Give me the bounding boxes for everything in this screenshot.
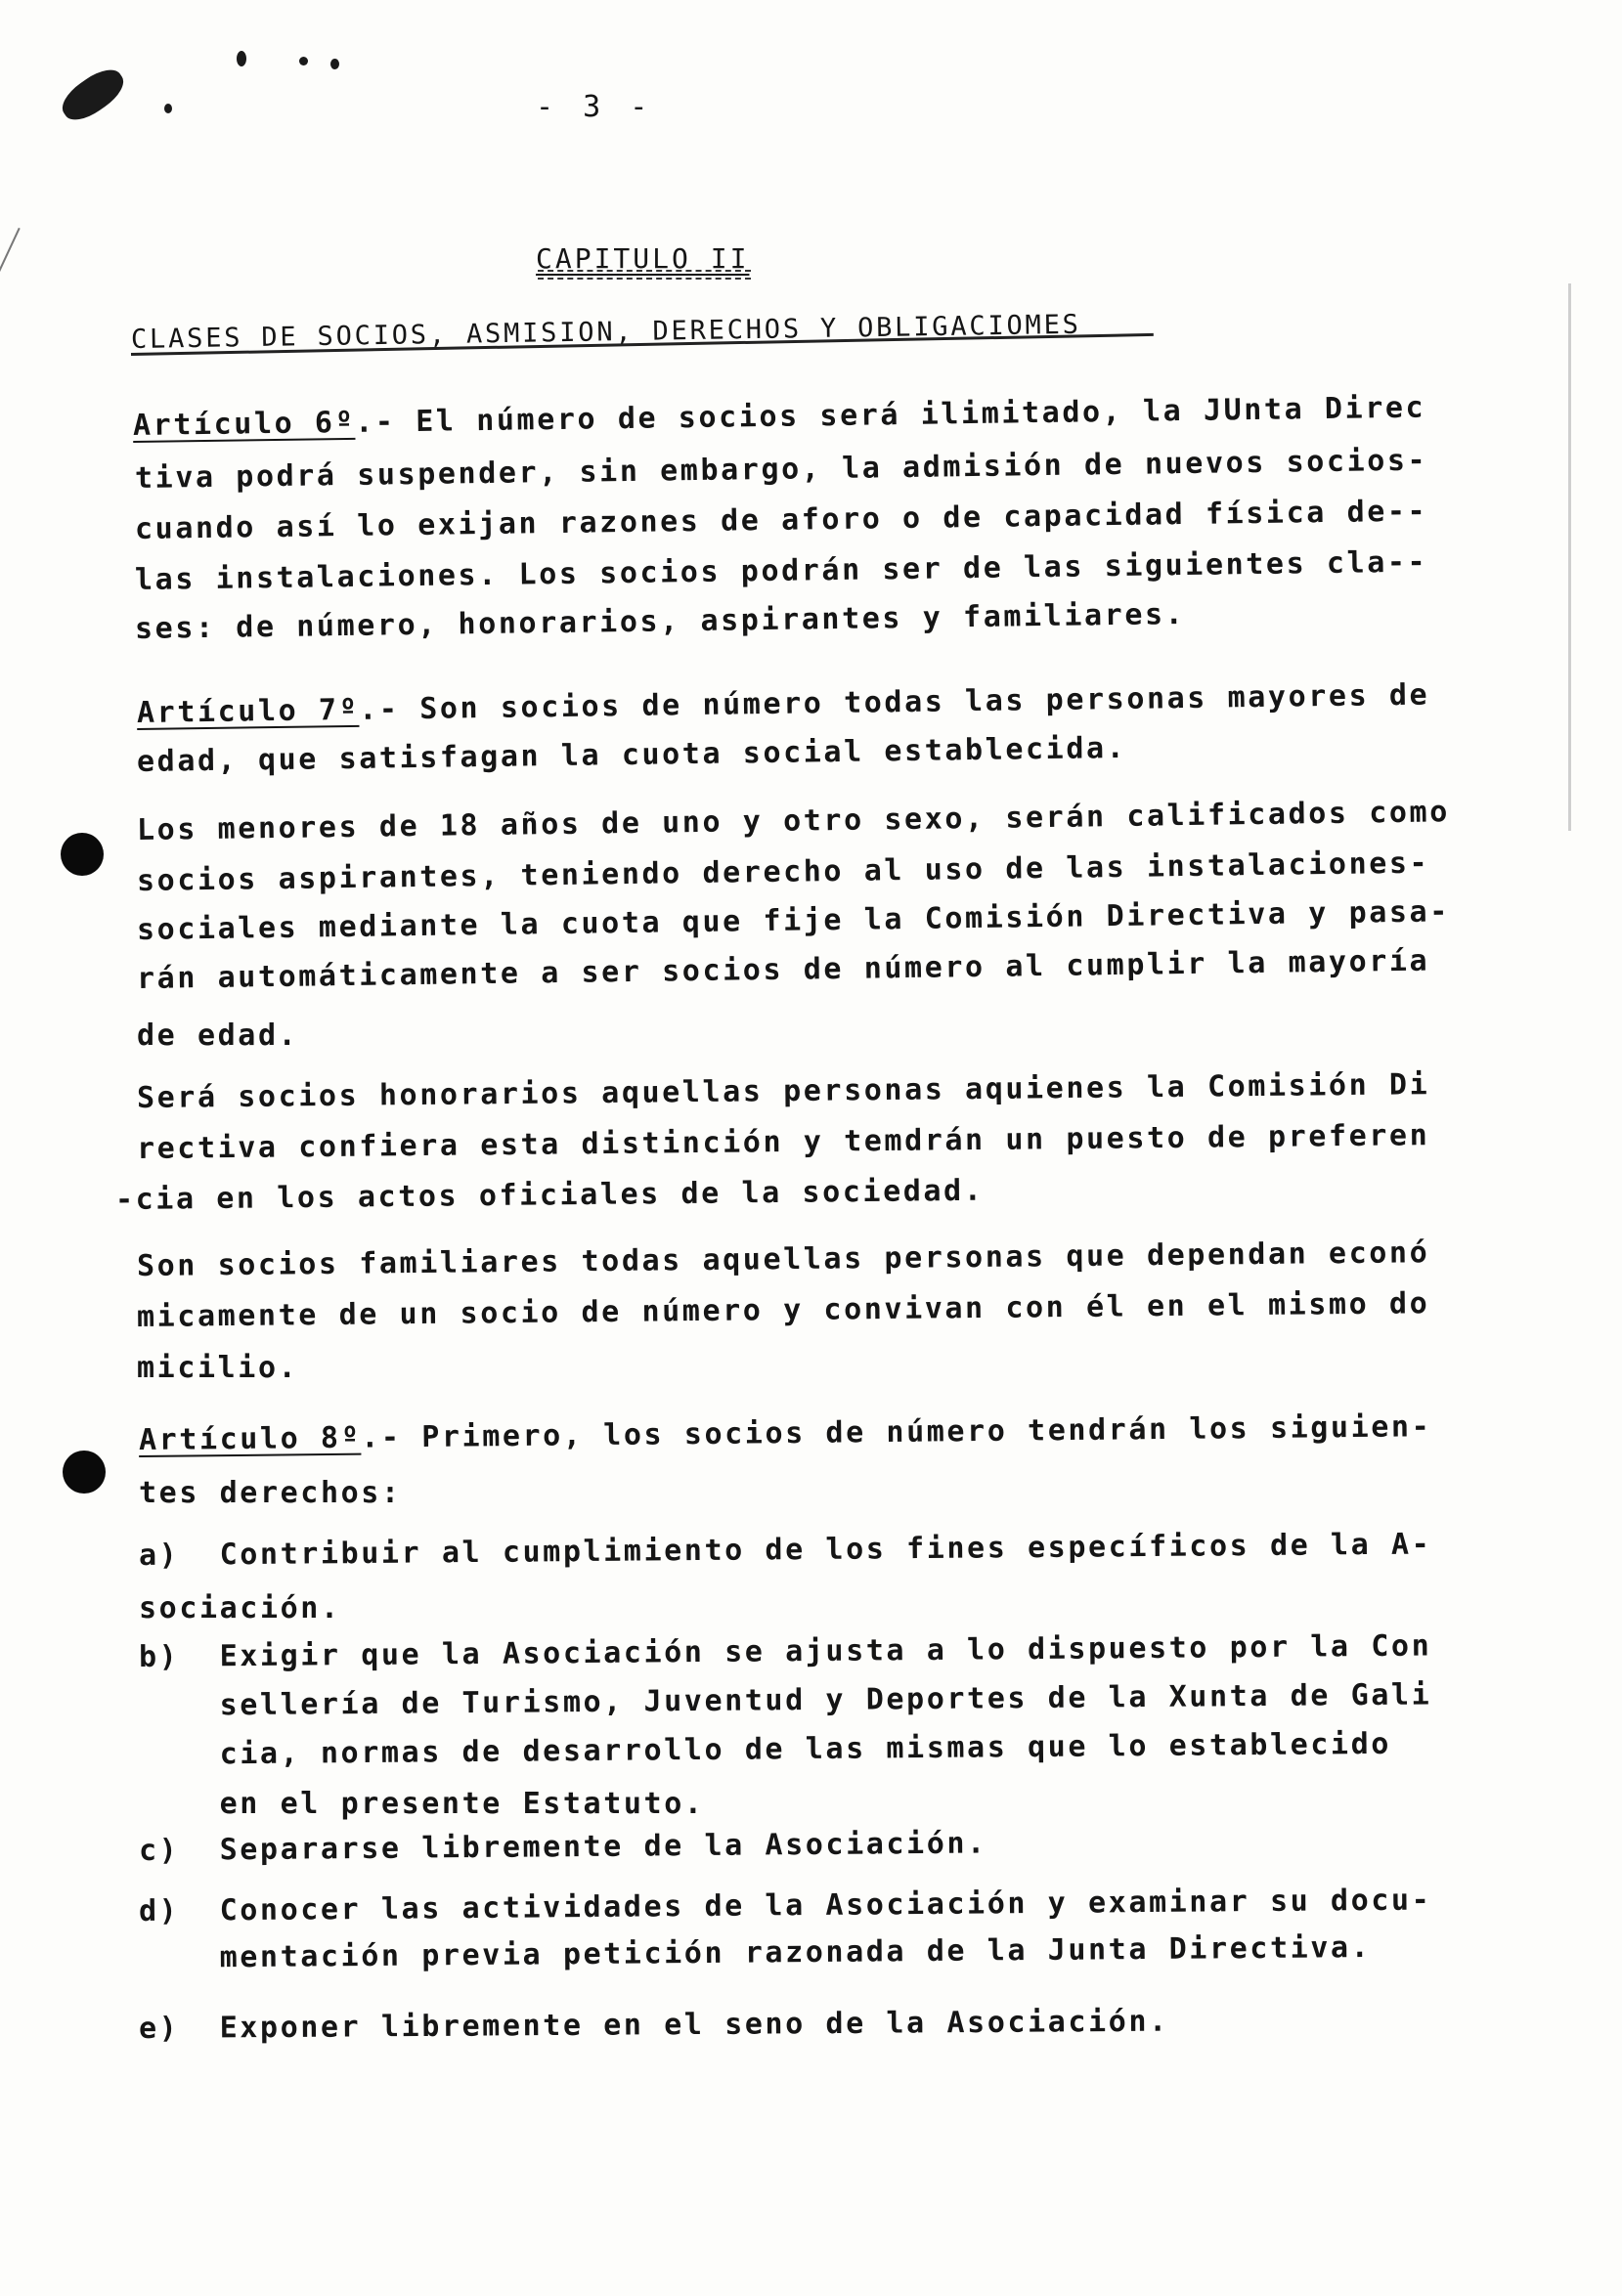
text-line: Los menores de 18 años de uno y otro sexo, serán calificados como [136, 795, 1451, 847]
text-line: Será socios honorarios aquellas personas aquienes la Comisión Di [136, 1067, 1430, 1115]
text-line: b) Exigir que la Asociación se ajusta a lo dispuesto por la Con [138, 1628, 1432, 1674]
text-line: socios aspirantes, teniendo derecho al uso de las instalaciones- [136, 845, 1430, 898]
line-text: .- Son socios de número todas las personas mayores de [359, 677, 1430, 727]
text-line: tiva podrá suspender, sin embargo, la admisión de nuevos socios- [134, 443, 1428, 496]
text-line: sociales mediante la cuota que fije la Comisión Directiva y pasa- [136, 894, 1451, 947]
chapter-heading: CAPITULO II [536, 242, 750, 275]
text-line: micamente de un socio de número y convivan con él en el mismo do [136, 1286, 1430, 1334]
article-7-label: Artículo 7º [136, 692, 360, 730]
text-line: ses: de número, honorarios, aspirantes y familiares. [134, 597, 1186, 646]
text-line: en el presente Estatuto. [139, 1787, 705, 1821]
scan-speck [237, 51, 246, 66]
scan-speck [330, 59, 339, 69]
page-number: - 3 - [536, 90, 654, 124]
line-text: .- Primero, los socios de número tendrán los siguien- [361, 1409, 1432, 1455]
text-line: e) Exponer libremente en el seno de la Asociación. [138, 2004, 1169, 2046]
article-heading-line [139, 1409, 1432, 1458]
text-line: d) Conocer las actividades de la Asociación y examinar su docu- [138, 1883, 1432, 1928]
text-line: sociación. [139, 1591, 341, 1625]
text-line: cia, normas de desarrollo de las mismas que lo establecido [138, 1726, 1392, 1772]
scan-speck [299, 57, 308, 65]
scan-speck [56, 62, 131, 128]
article-heading-line [133, 391, 1426, 444]
text-line: rectiva confiera esta distinción y temdrán un puesto de preferen [136, 1118, 1430, 1166]
text-line: rán automáticamente a ser socios de número al cumplir la mayoría [136, 943, 1430, 996]
bullet-mark [61, 833, 104, 876]
article-8-label: Artículo 8º [138, 1420, 362, 1457]
text-line: sellería de Turismo, Juventud y Deportes de la Xunta de Gali [138, 1677, 1432, 1723]
text-line: tes derechos: [139, 1476, 402, 1510]
article-heading-line [137, 678, 1430, 731]
text-line: micilio. [137, 1351, 299, 1385]
text-line: -cia en los actos oficiales de la sociedad. [114, 1173, 985, 1217]
text-line: mentación previa petición razonada de la Junta Directiva. [138, 1930, 1372, 1975]
chapter-double-underline [538, 270, 751, 280]
text-line: edad, que satisfagan la cuota social establecida. [136, 730, 1127, 779]
text-line: Son socios familiares todas aquellas personas que dependan econó [136, 1235, 1430, 1283]
scan-edge-mark [0, 228, 21, 290]
line-text: .- El número de socios será ilimitado, la JUnta Direc [355, 390, 1426, 440]
text-line: a) Contribuir al cumplimiento de los fines específicos de la A- [138, 1527, 1432, 1573]
text-line: cuando así lo exijan razones de aforo o de capacidad física de-- [134, 494, 1428, 546]
article-6-label: Artículo 6º [132, 405, 356, 443]
section-title: CLASES DE SOCIOS, ASMISION, DERECHOS Y OBLIGACIOMES [130, 309, 1081, 355]
scan-speck [164, 104, 172, 113]
bullet-mark [63, 1451, 106, 1494]
text-line: c) Separarse libremente de la Asociación. [138, 1826, 987, 1868]
text-line: las instalaciones. Los socios podrán ser de las siguientes cla-- [134, 544, 1428, 597]
text-line: de edad. [137, 1018, 299, 1053]
scan-edge-mark [1568, 283, 1571, 831]
